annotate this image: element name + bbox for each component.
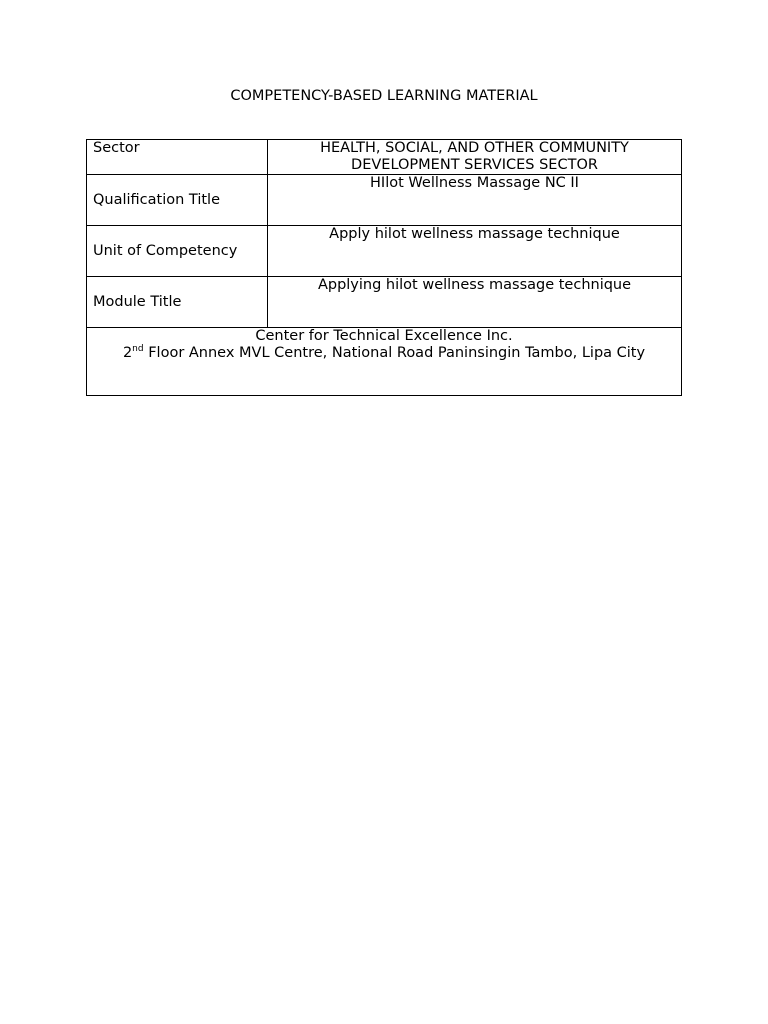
qualification-label: Qualification Title bbox=[93, 191, 220, 208]
address-rest: Floor Annex MVL Centre, National Road Paninsingin Tambo, Lipa City bbox=[143, 345, 646, 361]
qualification-value: HIlot Wellness Massage NC II bbox=[370, 175, 579, 191]
module-value: Applying hilot wellness massage technique bbox=[317, 277, 632, 293]
table-row-module-title bbox=[87, 277, 682, 328]
module-value-cell bbox=[268, 277, 682, 328]
qualification-value-cell bbox=[268, 175, 682, 226]
unit-value: Apply hilot wellness massage technique bbox=[329, 226, 620, 242]
sector-value-cell bbox=[268, 140, 682, 175]
table-row-institution bbox=[87, 328, 682, 396]
module-label-cell bbox=[87, 277, 268, 328]
sector-label-cell bbox=[87, 140, 268, 175]
unit-value-cell bbox=[268, 226, 682, 277]
institution-address bbox=[87, 345, 681, 362]
table-row-unit-of-competency bbox=[87, 226, 682, 277]
sector-value-line2: DEVELOPMENT SERVICES SECTOR bbox=[351, 157, 598, 173]
document-title: COMPETENCY-BASED LEARNING MATERIAL bbox=[230, 88, 538, 104]
institution-name: Center for Technical Excellence Inc. bbox=[255, 328, 513, 344]
sector-value-line1: HEALTH, SOCIAL, AND OTHER COMMUNITY bbox=[320, 140, 629, 156]
module-label: Module Title bbox=[93, 293, 182, 310]
table-row-sector bbox=[87, 140, 682, 175]
unit-label-cell bbox=[87, 226, 268, 277]
table-row-qualification bbox=[87, 175, 682, 226]
unit-label: Unit of Competency bbox=[93, 242, 238, 259]
sector-label: Sector bbox=[93, 140, 140, 156]
qualification-label-cell bbox=[87, 175, 268, 226]
address-floor-ordinal: nd bbox=[132, 344, 144, 355]
cover-info-table bbox=[86, 139, 682, 396]
institution-cell bbox=[87, 328, 682, 396]
address-floor-number: 2 bbox=[122, 345, 133, 361]
